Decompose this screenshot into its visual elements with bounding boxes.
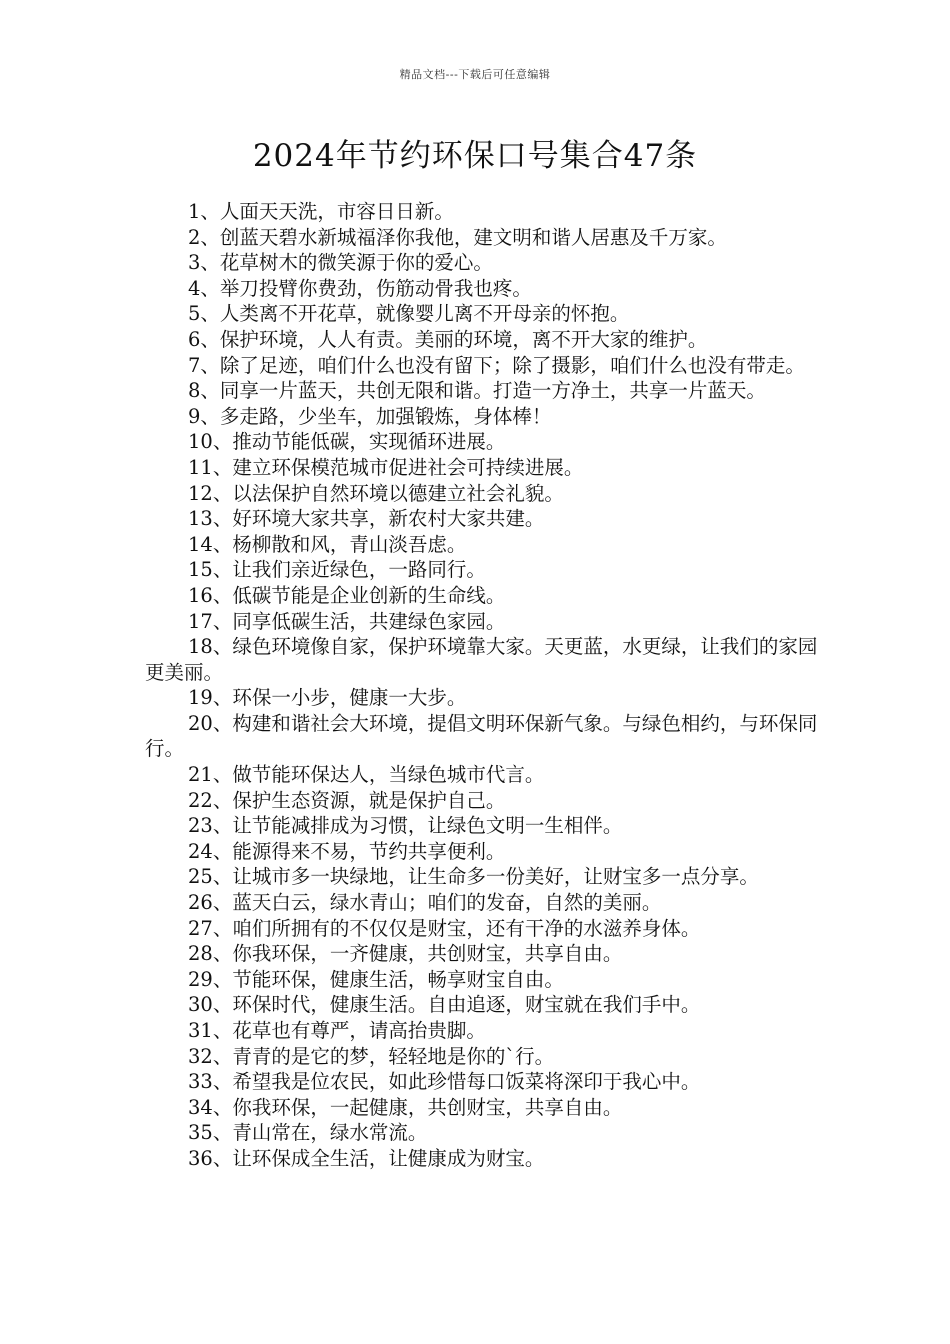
slogan-item: 1、人面天天洗，市容日日新。: [188, 200, 454, 223]
slogan-item: 33、希望我是位农民，如此珍惜每口饭菜将深印于我心中。: [188, 1070, 701, 1094]
slogan-item: 4、举刀投臂你费劲，伤筋动骨我也疼。: [188, 276, 532, 300]
slogan-item: 6、保护环境，人人有责。美丽的环境，离不开大家的维护。: [188, 327, 708, 351]
slogan-item: 3、花草树木的微笑源于你的爱心。: [188, 251, 493, 275]
slogan-item: 19、环保一小步，健康一大步。: [188, 686, 467, 710]
slogan-item: 31、花草也有尊严，请高抬贵脚。: [188, 1019, 486, 1042]
slogan-list: [145, 199, 835, 1172]
slogan-item: 35、青山常在，绿水常流。: [188, 1121, 428, 1145]
slogan-item: 25、让城市多一块绿地，让生命多一份美好，让财宝多一点分享。: [188, 865, 759, 889]
slogan-item: 10、推动节能低碳，实现循环进展。: [188, 430, 506, 454]
slogan-item: 32、青青的是它的梦，轻轻地是你的`行。: [188, 1044, 555, 1068]
document-title: 2024年节约环保口号集合47条: [252, 138, 698, 174]
slogan-item: 8、同享一片蓝天，共创无限和谐。打造一方净土，共享一片蓝天。: [188, 379, 766, 403]
slogan-item: 24、能源得来不易，节约共享便利。: [188, 839, 506, 863]
header-note: 精品文档---下载后可任意编辑: [399, 68, 551, 81]
slogan-item: 9、多走路，少坐车，加强锻炼，身体棒！: [188, 404, 552, 428]
slogan-item: 28、你我环保，一齐健康，共创财宝，共享自由。: [188, 942, 623, 966]
slogan-item: 12、以法保护自然环境以德建立社会礼貌。: [188, 481, 564, 505]
slogan-item: 13、好环境大家共享，新农村大家共建。: [188, 507, 545, 531]
slogan-item: 21、做节能环保达人，当绿色城市代言。: [188, 763, 545, 787]
slogan-item: 18、绿色环境像自家，保护环境靠大家。天更蓝，水更绿，让我们的家园更美丽。: [145, 635, 818, 684]
slogan-item: 27、咱们所拥有的不仅仅是财宝，还有干净的水滋养身体。: [188, 916, 701, 940]
slogan-item: 36、让环保成全生活，让健康成为财宝。: [188, 1146, 545, 1170]
slogan-item: 11、建立环保模范城市促进社会可持续进展。: [188, 455, 584, 479]
slogan-item: 29、节能环保，健康生活，畅享财宝自由。: [188, 967, 564, 991]
slogan-item: 15、让我们亲近绿色，一路同行。: [188, 558, 486, 582]
slogan-item: 14、杨柳散和风，青山淡吾虑。: [188, 532, 467, 556]
slogan-item: 20、构建和谐社会大环境，提倡文明环保新气象。与绿色相约，与环保同行。: [145, 711, 818, 761]
slogan-item: 34、你我环保，一起健康，共创财宝，共享自由。: [188, 1095, 623, 1119]
slogan-item: 26、蓝天白云，绿水青山；咱们的发奋，自然的美丽。: [188, 891, 662, 915]
slogan-item: 16、低碳节能是企业创新的生命线。: [188, 583, 506, 607]
slogan-item: 7、除了足迹，咱们什么也没有留下；除了摄影，咱们什么也没有带走。: [188, 353, 805, 377]
slogan-item: 5、人类离不开花草，就像婴儿离不开母亲的怀抱。: [188, 302, 630, 326]
slogan-item: 23、让节能减排成为习惯，让绿色文明一生相伴。: [188, 814, 623, 838]
slogan-item: 30、环保时代，健康生活。自由追逐，财宝就在我们手中。: [188, 993, 701, 1017]
slogan-item: 17、同享低碳生活，共建绿色家园。: [188, 609, 506, 633]
slogan-item: 22、保护生态资源，就是保护自己。: [188, 788, 506, 812]
slogan-item: 2、创蓝天碧水新城福泽你我他，建文明和谐人居惠及千万家。: [188, 225, 727, 249]
